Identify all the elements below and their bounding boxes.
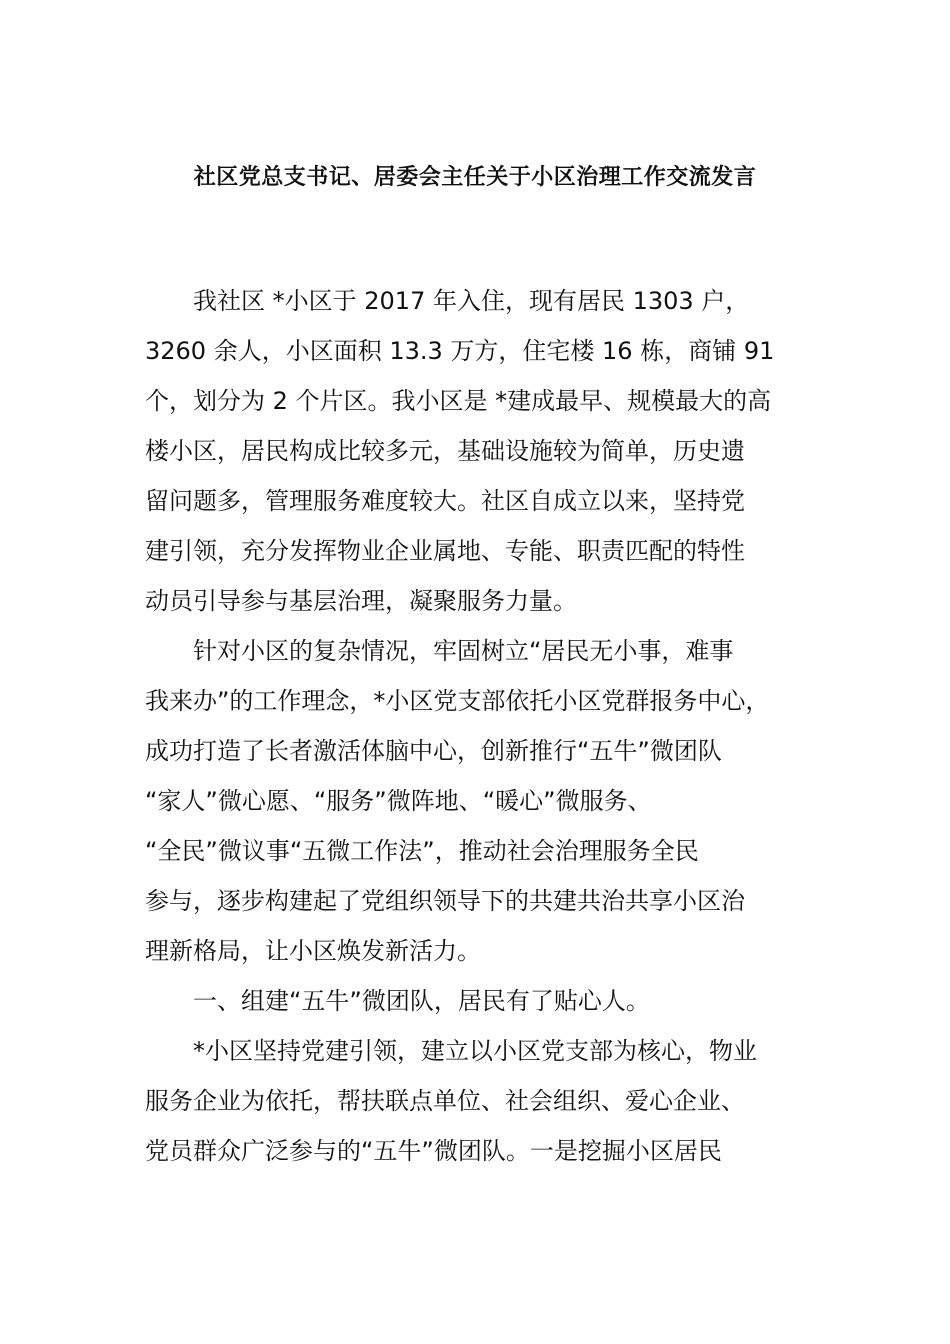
- paragraph-line: 成功打造了长者激活体脑中心，创新推行“五牛”微团队: [145, 737, 722, 765]
- paragraph-line: 个，划分为 2 个片区。我小区是 *建成最早、规模最大的高: [145, 387, 772, 415]
- paragraph-line: 动员引导参与基层治理，凝聚服务力量。: [145, 587, 577, 615]
- paragraph-line: 针对小区的复杂情况，牢固树立“居民无小事，难事: [193, 637, 734, 665]
- paragraph-line: 党员群众广泛参与的“五牛”微团队。一是挖掘小区居民: [145, 1137, 722, 1165]
- paragraph-line: “全民”微议事“五微工作法”，推动社会治理服务全民: [145, 837, 699, 865]
- paragraph-line: 参与，逐步构建起了党组织领导下的共建共治共享小区治: [145, 887, 745, 915]
- paragraph-line: *小区坚持党建引领，建立以小区党支部为核心，物业: [193, 1037, 757, 1065]
- paragraph-line: “家人”微心愿、“服务”微阵地、“暖心”微服务、: [145, 787, 652, 815]
- paragraph-line: 建引领，充分发挥物业企业属地、专能、职责匹配的特性: [145, 537, 745, 565]
- paragraph-line: 留问题多，管理服务难度较大。社区自成立以来，坚持党: [145, 487, 745, 515]
- document-title: 社区党总支书记、居委会主任关于小区治理工作交流发言: [193, 165, 757, 190]
- paragraph-line: 我社区 *小区于 2017 年入住，现有居民 1303 户，: [193, 287, 750, 315]
- section-heading: 一、组建“五牛”微团队，居民有了贴心人。: [193, 987, 650, 1015]
- paragraph-line: 服务企业为依托，帮扶联点单位、社会组织、爱心企业、: [145, 1087, 745, 1115]
- paragraph-line: 3260 余人，小区面积 13.3 万方，住宅楼 16 栋，商铺 91: [145, 337, 775, 365]
- paragraph-line: 我来办”的工作理念，*小区党支部依托小区党群报务中心，: [145, 687, 770, 715]
- paragraph-line: 理新格局，让小区焕发新活力。: [145, 937, 481, 965]
- paragraph-line: 楼小区，居民构成比较多元，基础设施较为简单，历史遗: [145, 437, 745, 465]
